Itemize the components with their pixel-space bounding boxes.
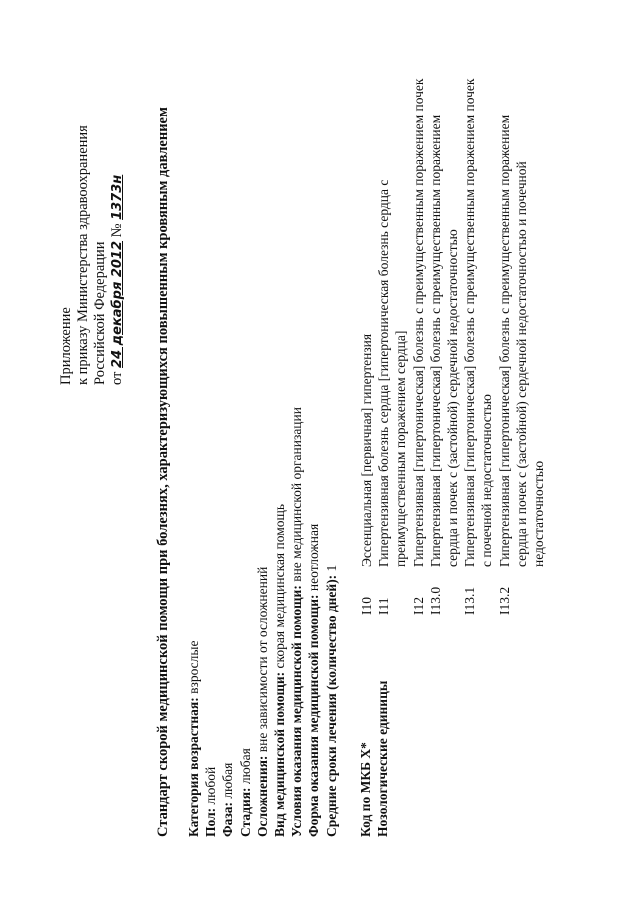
parameter-row (305, 407, 322, 837)
document-title: Стандарт скорой медицинской помощи при болезнях, характеризующихся повышенным кровяным давлением (155, 107, 171, 837)
parameter-value: любая (237, 748, 253, 788)
mkb-code-label: Код по МКБ X* (358, 742, 373, 837)
handwritten-number: 1373н (110, 174, 125, 220)
icd-code: I12 (410, 597, 426, 615)
parameter-row (219, 407, 236, 837)
parameter-row (237, 407, 254, 837)
icd-description-line: Гипертензивная болезнь сердца [гипертоническая болезнь сердца с (376, 179, 392, 567)
parameter-value: вне зависимости от осложнений (254, 566, 270, 756)
parameter-row (254, 407, 271, 837)
icd-code: I13.1 (462, 586, 478, 615)
parameter-label: Стадия: (237, 787, 253, 837)
parameter-label: Условия оказания медицинской помощи: (289, 585, 305, 837)
parameter-label: Вид медицинской помощи: (272, 671, 288, 837)
icd-code: I13.2 (496, 586, 512, 615)
parameter-row (271, 407, 288, 837)
parameter-value: любой (203, 766, 219, 808)
parameter-row (202, 407, 219, 837)
icd-description-line: Гипертензивная [гипертоническая] болезнь с преимущественным поражением почек (462, 78, 478, 567)
parameter-label: Форма оказания медицинской помощи: (306, 594, 322, 837)
parameter-value: вне медицинской организации (289, 407, 305, 586)
icd-description-line: Эссенциальная [первичная] гипертензия (359, 333, 374, 567)
handwritten-date: 24 декабря 2012 (110, 241, 125, 368)
parameter-value: взрослые (186, 640, 201, 698)
icd-code: I13.0 (427, 586, 443, 615)
icd-description-line: недостаточностью (531, 460, 546, 567)
parameter-row (288, 407, 305, 837)
parameter-label: Пол: (203, 807, 219, 837)
parameter-row (185, 407, 202, 837)
icd-code: I11 (376, 597, 392, 615)
parameter-label: Средние сроки лечения (количество дней): (323, 574, 339, 837)
icd-description-line: преимущественным поражением сердца] (393, 330, 409, 567)
appendix-prefix: от (109, 371, 125, 385)
icd-description-line: Гипертензивная [гипертоническая] болезнь с преимущественным поражением почек (410, 78, 426, 567)
icd-description-line: сердца и почек с (застойной) сердечной недостаточностью и почечной (513, 161, 529, 567)
icd-description-line: Гипертензивная [гипертоническая] болезнь с преимущественным поражением (427, 114, 443, 567)
appendix-order-line (109, 125, 126, 385)
parameter-label: Фаза: (220, 801, 236, 837)
parameter-value: скорая медицинская помощь (272, 503, 288, 672)
appendix-line: к приказу Министерства здравоохранения (75, 125, 91, 385)
parameter-value: неотложная (306, 523, 322, 595)
number-sign: № (109, 223, 125, 238)
parameters-list (185, 407, 340, 837)
icd-description-line: сердца и почек с (застойной) сердечной недостаточностью (445, 229, 460, 567)
icd-description-line: с почечной недостаточностью (479, 394, 495, 567)
parameter-value: 1 (323, 564, 339, 575)
parameter-row (323, 407, 340, 837)
icd-description-line: Гипертензивная [гипертоническая] болезнь с преимущественным поражением (496, 114, 512, 567)
parameter-label: Категория возрастная: (186, 697, 201, 837)
parameter-label: Осложнения: (254, 755, 270, 837)
appendix-line: Приложение (58, 307, 74, 385)
appendix-line: Российской Федерации (92, 241, 108, 385)
parameter-value: любая (220, 762, 236, 802)
icd-code: I10 (359, 597, 374, 615)
nosology-label: Нозологические единицы (375, 680, 390, 837)
appendix-block (58, 125, 126, 385)
